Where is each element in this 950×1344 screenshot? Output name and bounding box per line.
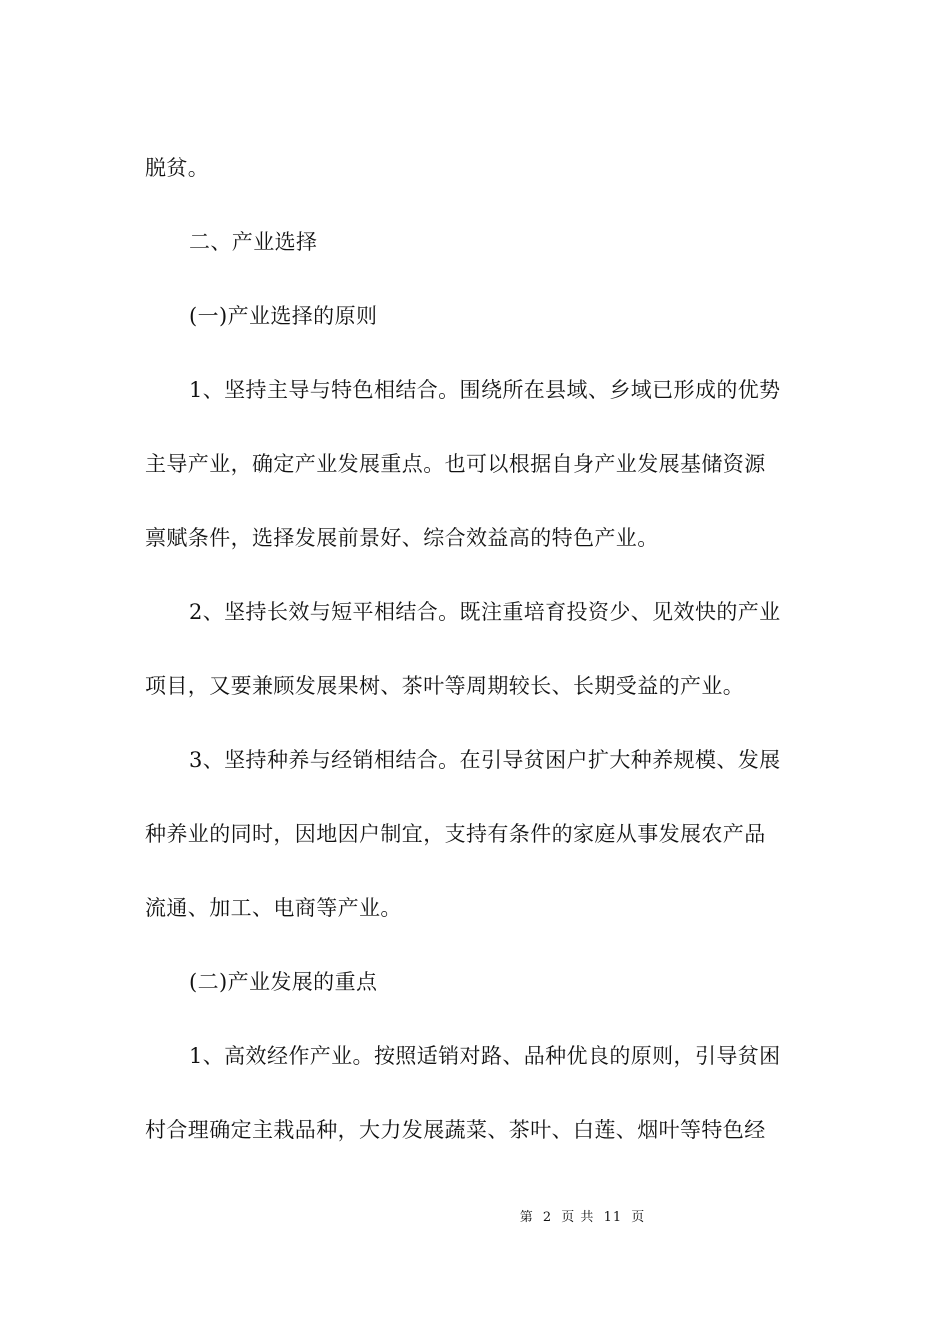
footer-total-pages: 11: [603, 1210, 623, 1225]
text-line: 1、坚持主导与特色相结合。围绕所在县域、乡域已形成的优势: [189, 378, 781, 402]
footer-middle: 页 共: [561, 1210, 595, 1225]
footer-suffix: 页: [631, 1210, 646, 1225]
text-line: 1、高效经作产业。按照适销对路、品种优良的原则，引导贫困: [189, 1044, 781, 1068]
subsection-heading: (一)产业选择的原则: [189, 304, 378, 328]
text-line: 流通、加工、电商等产业。: [145, 896, 402, 920]
text-line: 脱贫。: [145, 156, 210, 180]
text-line: 项目，又要兼顾发展果树、茶叶等周期较长、长期受益的产业。: [145, 674, 745, 698]
text-line: 3、坚持种养与经销相结合。在引导贫困户扩大种养规模、发展: [189, 748, 781, 772]
page-body: [145, 131, 810, 1167]
text-line: 2、坚持长效与短平相结合。既注重培育投资少、见效快的产业: [189, 600, 781, 624]
text-line: 村合理确定主栽品种，大力发展蔬菜、茶叶、白莲、烟叶等特色经: [145, 1118, 766, 1142]
footer-page-number: 2: [542, 1210, 553, 1225]
footer-prefix: 第: [519, 1210, 534, 1225]
text-line: 主导产业，确定产业发展重点。也可以根据自身产业发展基储资源: [145, 452, 766, 476]
text-line: 种养业的同时，因地因户制宜，支持有条件的家庭从事发展农产品: [145, 822, 766, 846]
section-heading: 二、产业选择: [189, 230, 318, 254]
subsection-heading: (二)产业发展的重点: [189, 970, 378, 994]
page-footer: [0, 1208, 950, 1228]
text-line: 禀赋条件，选择发展前景好、综合效益高的特色产业。: [145, 526, 659, 550]
